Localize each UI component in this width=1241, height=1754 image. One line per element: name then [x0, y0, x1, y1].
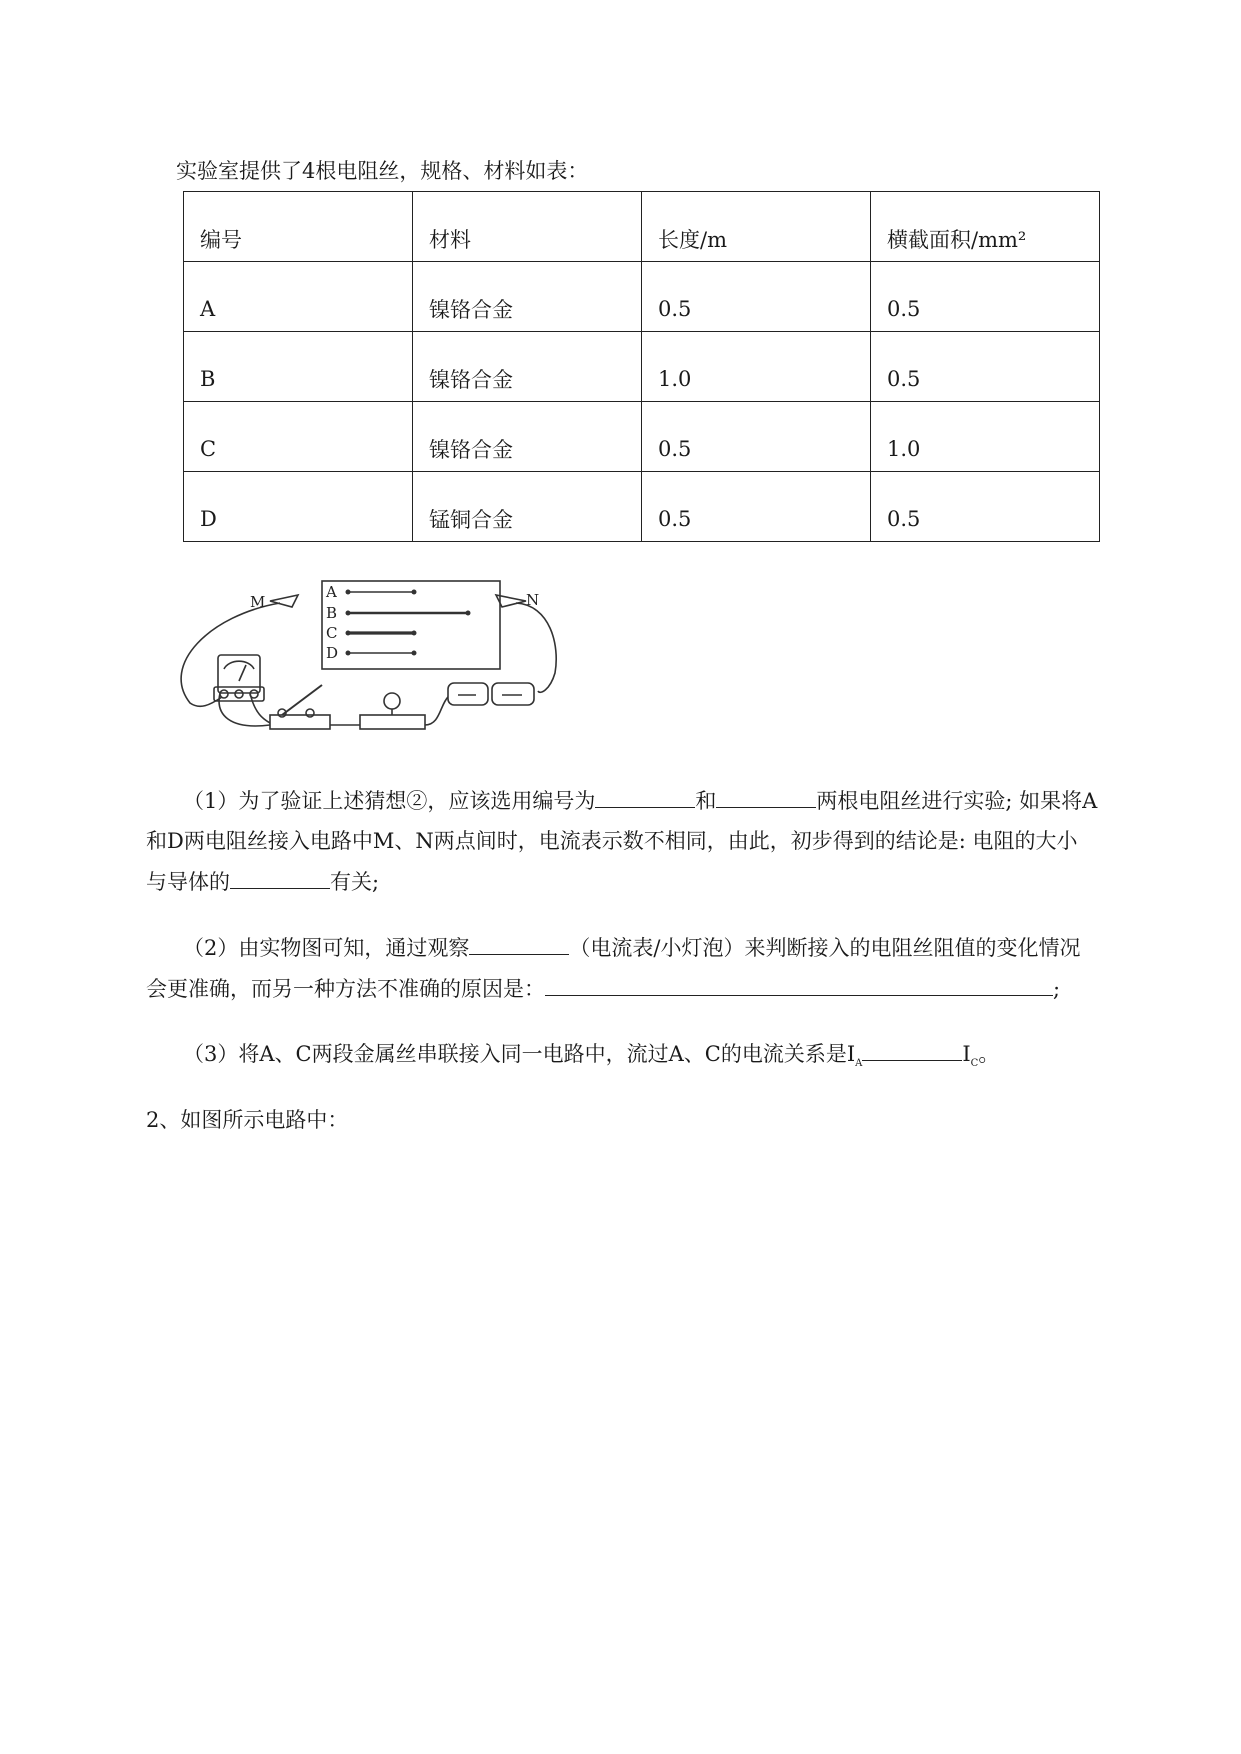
lamp-icon	[360, 715, 425, 729]
table-cell: 0.5	[871, 262, 1100, 332]
table-cell: 1.0	[871, 402, 1100, 472]
answer-blank[interactable]	[545, 973, 1053, 996]
table-cell: 锰铜合金	[413, 472, 642, 542]
table-cell: 镍铬合金	[413, 262, 642, 332]
q1-line2: 和D两电阻丝接入电路中M、N两点间时，电流表示数不相同，由此，初步得到的结论是: 电阻的大小	[146, 829, 1078, 853]
q3-line1: （3）将A、C两段金属丝串联接入同一电路中，流过A、C的电流关系是$I_A$ $I_C$。	[183, 1038, 999, 1079]
table-cell: 0.5	[642, 262, 871, 332]
table-cell: 1.0	[642, 332, 871, 402]
q2-line1: （2）由实物图可知，通过观察 （电流表/小灯泡）来判断接入的电阻丝阻值的变化情况	[183, 932, 1080, 963]
header-cell: 材料	[413, 192, 642, 262]
label-n: N	[526, 591, 540, 609]
answer-blank[interactable]	[716, 785, 816, 808]
answer-blank[interactable]	[595, 785, 695, 808]
label-a: A	[326, 583, 337, 601]
q1-line3: 与导体的 有关;	[146, 866, 379, 897]
table-cell: B	[184, 332, 413, 402]
answer-blank[interactable]	[469, 932, 569, 955]
header-cell: 编号	[184, 192, 413, 262]
table-row	[184, 332, 1100, 402]
circuit-figure	[170, 575, 570, 750]
table-row	[184, 472, 1100, 542]
header-cell: 横截面积/mm²	[871, 192, 1100, 262]
label-c: C	[326, 624, 338, 642]
resistance-wire-table	[183, 191, 1100, 542]
table-cell: 0.5	[871, 332, 1100, 402]
battery-icon	[448, 683, 488, 705]
table-cell: A	[184, 262, 413, 332]
table-cell: C	[184, 402, 413, 472]
table-row	[184, 402, 1100, 472]
q1-line1: （1）为了验证上述猜想②，应该选用编号为 和 两根电阻丝进行实验; 如果将A	[183, 785, 1097, 816]
answer-blank[interactable]	[230, 866, 330, 889]
label-m: M	[250, 593, 266, 611]
table-cell: 0.5	[642, 472, 871, 542]
clip-m-icon	[270, 595, 298, 607]
switch-icon	[270, 715, 330, 729]
table-cell: 镍铬合金	[413, 332, 642, 402]
q2-line2: 会更准确，而另一种方法不准确的原因是： ;	[146, 973, 1060, 1004]
question-2-heading: 2、如图所示电路中：	[146, 1108, 349, 1132]
battery-icon	[492, 683, 534, 705]
answer-blank[interactable]	[862, 1038, 962, 1061]
table-header-row	[184, 192, 1100, 262]
table-cell: 0.5	[642, 402, 871, 472]
intro-text: 实验室提供了4根电阻丝，规格、材料如表：	[176, 159, 589, 183]
table-row	[184, 262, 1100, 332]
header-cell: 长度/m	[642, 192, 871, 262]
table-cell: 镍铬合金	[413, 402, 642, 472]
label-d: D	[326, 644, 339, 662]
table-cell: D	[184, 472, 413, 542]
table-cell: 0.5	[871, 472, 1100, 542]
label-b: B	[326, 604, 338, 622]
